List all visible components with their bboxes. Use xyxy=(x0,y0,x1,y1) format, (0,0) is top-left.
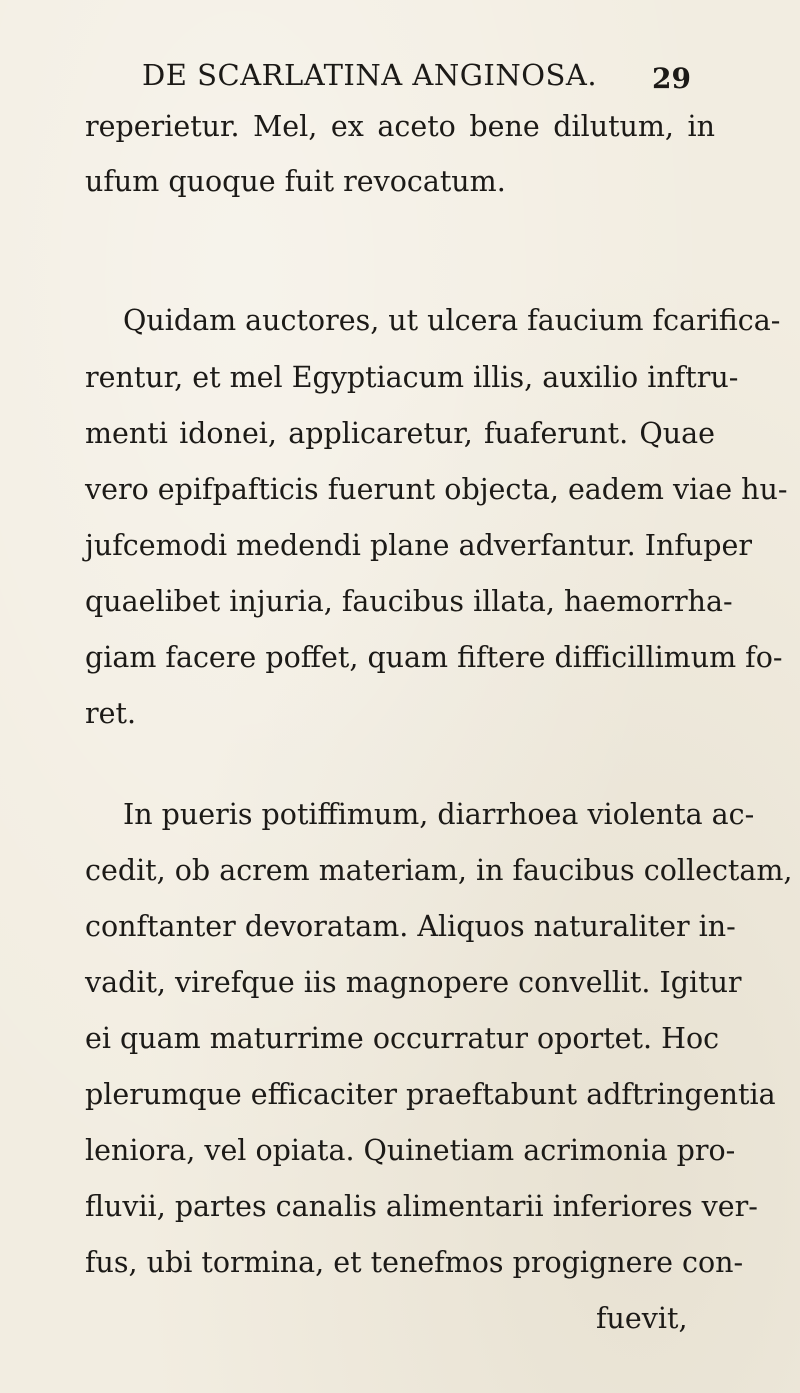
text-line: Quidam auctores, ut ulcera faucium fcarifica- xyxy=(123,304,781,337)
text-line: plerumque efficaciter praeftabunt adftringentia xyxy=(85,1078,776,1111)
catchword: fuevit, xyxy=(596,1302,688,1335)
page-number: 29 xyxy=(652,62,691,95)
text-line: leniora, vel opiata. Quinetiam acrimonia pro- xyxy=(85,1134,736,1167)
text-line: rentur, et mel Egyptiacum illis, auxilio inftru- xyxy=(85,361,739,394)
running-title: DE SCARLATINA ANGINOSA. xyxy=(142,58,598,92)
text-line: reperietur. Mel, ex aceto bene dilutum, in xyxy=(85,110,715,143)
text-line: quaelibet injuria, faucibus illata, haemorrha- xyxy=(85,585,733,618)
text-line: ufum quoque fuit revocatum. xyxy=(85,165,506,198)
text-line: ret. xyxy=(85,697,137,730)
text-line: conftanter devoratam. Aliquos naturaliter in- xyxy=(85,910,736,943)
text-line: fus, ubi tormina, et tenefmos progignere con- xyxy=(85,1246,744,1279)
text-line: cedit, ob acrem materiam, in faucibus collectam, xyxy=(85,854,793,887)
text-line: vero epifpafticis fuerunt objecta, eadem viae hu- xyxy=(85,473,788,506)
text-line: giam facere poffet, quam fiftere difficillimum fo- xyxy=(85,641,783,674)
text-line: In pueris potiffimum, diarrhoea violenta ac- xyxy=(123,798,755,831)
text-line: vadit, virefque iis magnopere convellit. Igitur xyxy=(85,966,742,999)
text-line: ei quam maturrime occurratur oportet. Hoc xyxy=(85,1022,720,1055)
text-line: jufcemodi medendi plane adverfantur. Infuper xyxy=(85,529,752,562)
text-line: fluvii, partes canalis alimentarii inferiores ver- xyxy=(85,1190,758,1223)
text-line: menti idonei, applicaretur, fuaferunt. Quae xyxy=(85,417,715,450)
